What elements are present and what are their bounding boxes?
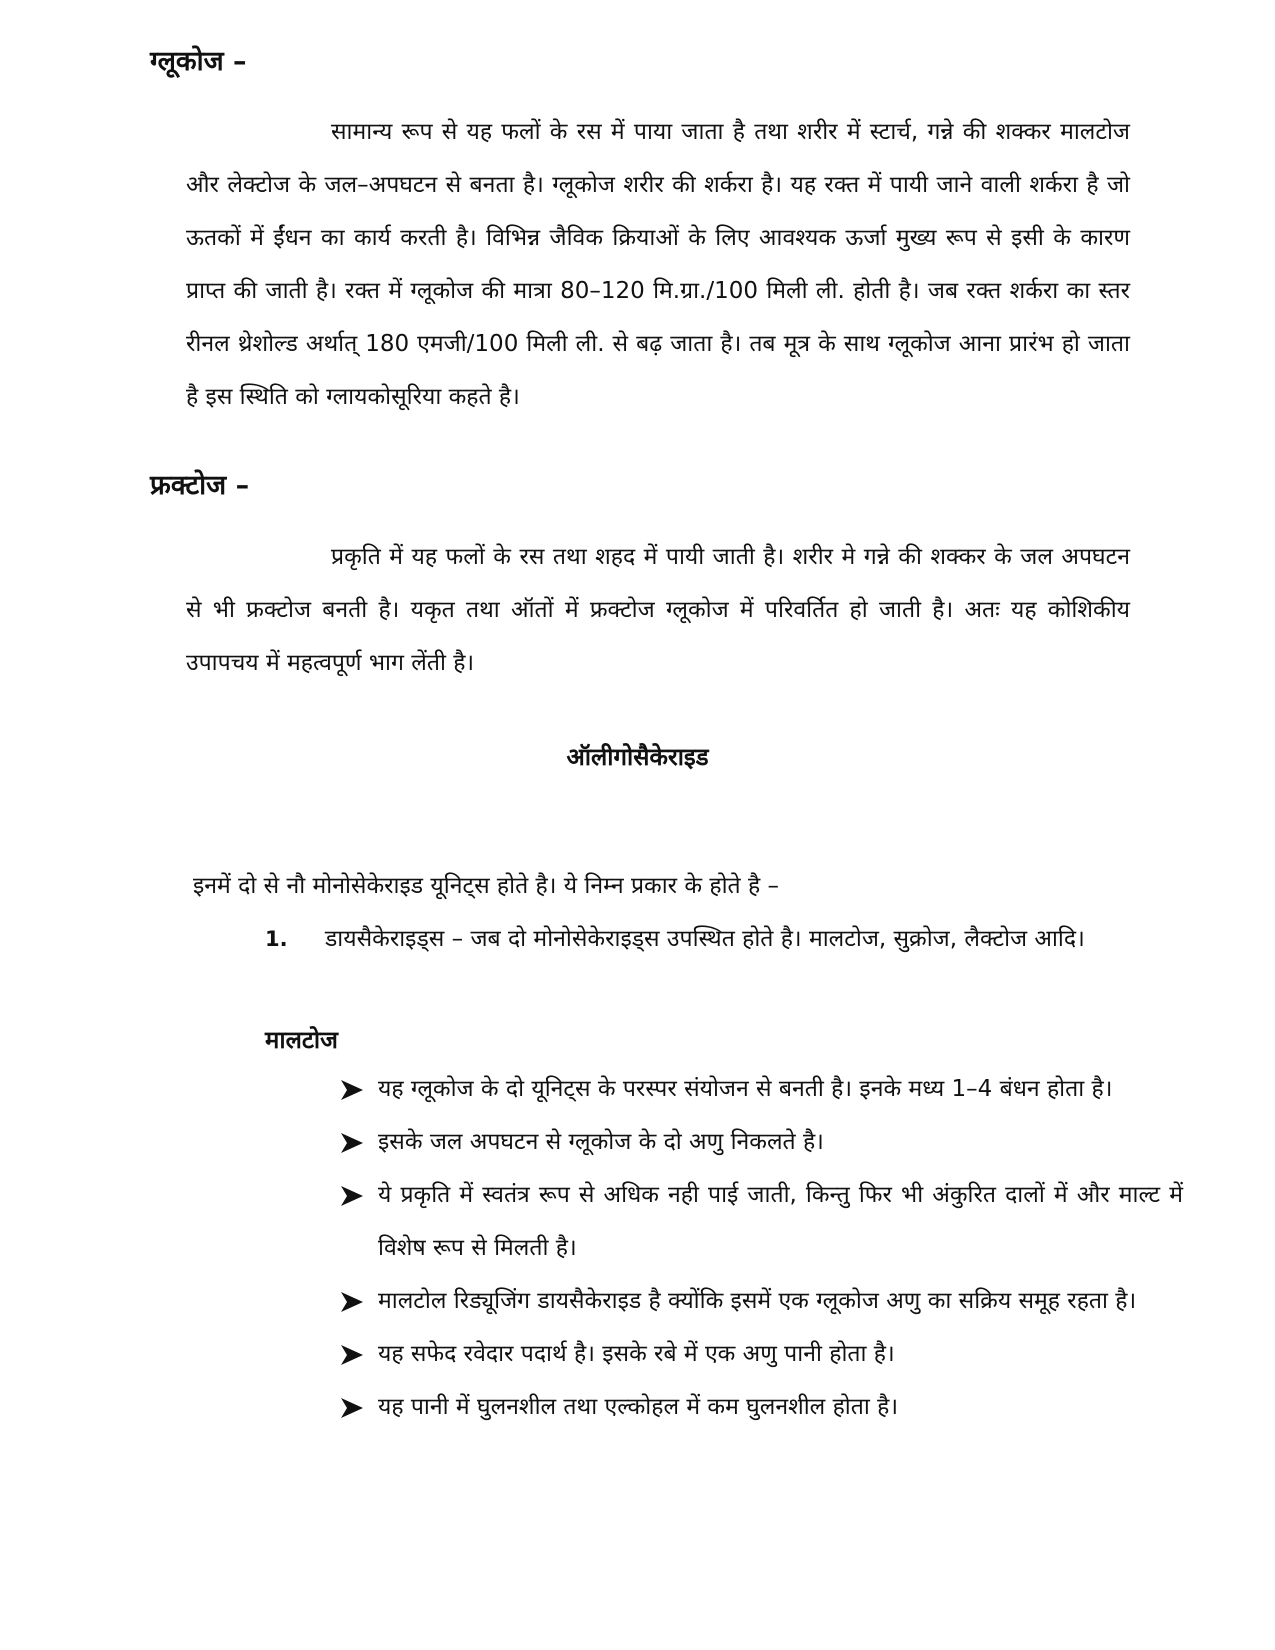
arrowhead-bullet-icon [340,1291,364,1313]
glucose-heading: ग्लूकोज – [150,46,247,77]
arrowhead-bullet-icon [340,1132,364,1154]
bullet-text: ये प्रकृति में स्वतंत्र रूप से अधिक नही पाई जाती, किन्तु फिर भी अंकुरित दालों में और माल्ट में विशेष रूप से मिलती है। [378,1182,1183,1261]
item-number: 1. [265,927,288,951]
bullet-text: यह पानी में घुलनशील तथा एल्कोहल में कम घुलनशील होता है। [378,1394,899,1420]
arrowhead-bullet-icon [340,1397,364,1419]
arrowhead-bullet-icon [340,1344,364,1366]
list-item [340,1275,1183,1328]
bullet-text: मालटोल रिड्यूजिंग डायसैकेराइड है क्योंकि इसमें एक ग्लूकोज अणु का सक्रिय समूह रहता है। [378,1288,1137,1314]
bullet-text: इसके जल अपघटन से ग्लूकोज के दो अणु निकलते है। [378,1129,824,1155]
bullet-text: यह सफेद रवेदार पदार्थ है। इसके रबे में एक अणु पानी होता है। [378,1341,895,1367]
arrowhead-bullet-icon [340,1185,364,1207]
list-item [340,1381,1183,1434]
list-item [340,1328,1183,1381]
list-item [340,1116,1183,1169]
maltose-bullet-list [340,1063,1183,1434]
maltose-heading: मालटोज [265,1026,338,1054]
oligosaccharide-intro: इनमें दो से नौ मोनोसेकेराइड यूनिट्स होते है। ये निम्न प्रकार के होते है – [193,873,779,899]
bullet-text: यह ग्लूकोज के दो यूनिट्स के परस्पर संयोजन से बनती है। इनके मध्य 1–4 बंधन होता है। [378,1076,1113,1102]
numbered-item [265,913,1183,966]
glucose-paragraph: सामान्य रूप से यह फलों के रस में पाया जाता है तथा शरीर में स्टार्च, गन्ने की शक्कर मालटोज और लेक्टोज के जल–अपघटन से बनता है। ग्लूकोज शरीर की शर्करा है। यह रक्त में पायी जाने वाली शर्करा है जो ऊतकों में ईंधन का कार्य करती है। विभिन्न जैविक क्रियाओं के लिए आवश्यक ऊर्जा मुख्य रूप से इसी के कारण प्राप्त की जाती है। रक्त में ग्लूकोज की मात्रा 80–120 मि.ग्रा./100 मिली ली. होती है। जब रक्त शर्करा का स्तर रीनल थ्रेशोल्ड अर्थात् 180 एमजी/100 मिली ली. से बढ़ जाता है। तब मूत्र के साथ ग्लूकोज आना प्रारंभ हो जाता है इस स्थिति को ग्लायकोसूरिया कहते है। [186,119,1130,410]
list-item [340,1169,1183,1275]
oligosaccharide-title: ऑलीगोसैकेराइड [566,743,709,771]
list-item [340,1063,1183,1116]
arrowhead-bullet-icon [340,1079,364,1101]
item-text: डायसैकेराइड्स – जब दो मोनोसेकेराइड्स उपस्थित होते है। मालटोज, सुक्रोज, लैक्टोज आदि। [325,926,1085,952]
fructose-paragraph: प्रकृति में यह फलों के रस तथा शहद में पायी जाती है। शरीर मे गन्ने की शक्कर के जल अपघटन से भी फ्रक्टोज बनती है। यकृत तथा ऑतों में फ्रक्टोज ग्लूकोज में परिवर्तित हो जाती है। अतः यह कोशिकीय उपापचय में महत्वपूर्ण भाग लेंती है। [186,544,1130,676]
fructose-heading: फ्रक्टोज – [150,470,250,501]
